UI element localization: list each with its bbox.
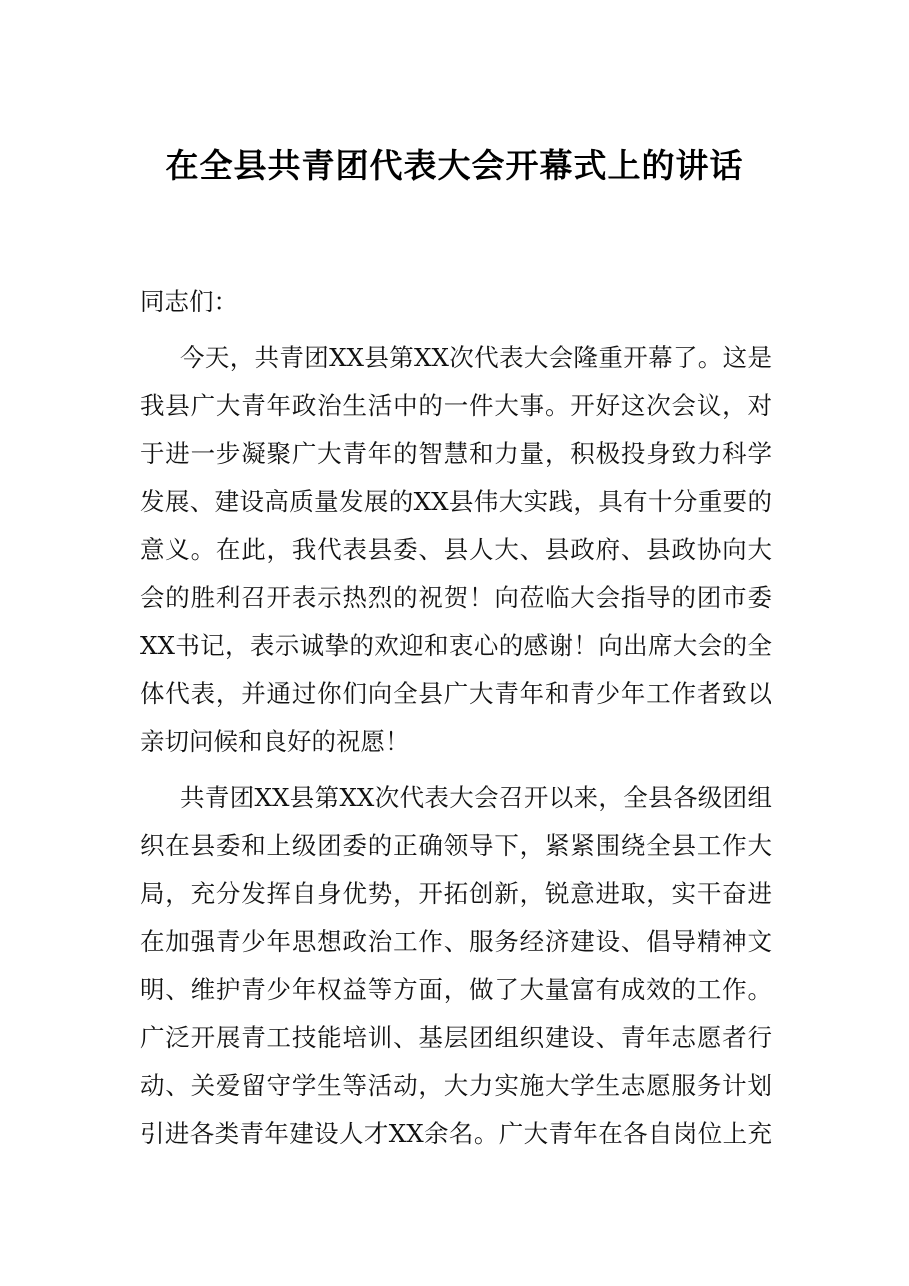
paragraph-line: 局，充分发挥自身优势，开拓创新，锐意进取，实干奋进 [140, 879, 772, 908]
paragraph-line: 在加强青少年思想政治工作、服务经济建设、倡导精神文 [140, 927, 772, 956]
paragraph-line: 亲切问候和良好的祝愿！ [140, 727, 410, 756]
paragraph-line: 于进一步凝聚广大青年的智慧和力量，积极投身致力科学 [140, 439, 772, 468]
paragraph-2 [140, 774, 772, 1158]
paragraph-line: XX书记，表示诚挚的欢迎和衷心的感谢！向出席大会的全 [140, 631, 772, 660]
paragraph-line: 动、关爱留守学生等活动，大力实施大学生志愿服务计划 [140, 1071, 772, 1100]
paragraph-line: 会的胜利召开表示热烈的祝贺！向莅临大会指导的团市委 [140, 583, 772, 612]
paragraph-line: 我县广大青年政治生活中的一件大事。开好这次会议，对 [140, 391, 772, 420]
paragraph-line: 今天，共青团XX县第XX次代表大会隆重开幕了。这是 [180, 343, 772, 372]
document-body [140, 278, 772, 1166]
paragraph-line: 意义。在此，我代表县委、县人大、县政府、县政协向大 [140, 535, 772, 564]
paragraph-line: 引进各类青年建设人才XX余名。广大青年在各自岗位上充 [140, 1119, 772, 1148]
paragraph-line: 体代表，并通过你们向全县广大青年和青少年工作者致以 [140, 679, 772, 708]
paragraph-line: 共青团XX县第XX次代表大会召开以来，全县各级团组 [180, 783, 772, 812]
paragraph-line: 明、维护青少年权益等方面，做了大量富有成效的工作。 [140, 975, 772, 1004]
paragraph-line: 发展、建设高质量发展的XX县伟大实践，具有十分重要的 [140, 487, 772, 516]
paragraph-line: 织在县委和上级团委的正确领导下，紧紧围绕全县工作大 [140, 831, 772, 860]
paragraph-1 [140, 334, 772, 766]
paragraph-line: 广泛开展青工技能培训、基层团组织建设、青年志愿者行 [140, 1023, 772, 1052]
document-title: 在全县共青团代表大会开幕式上的讲话 [165, 146, 744, 185]
salutation: 同志们： [140, 287, 238, 316]
